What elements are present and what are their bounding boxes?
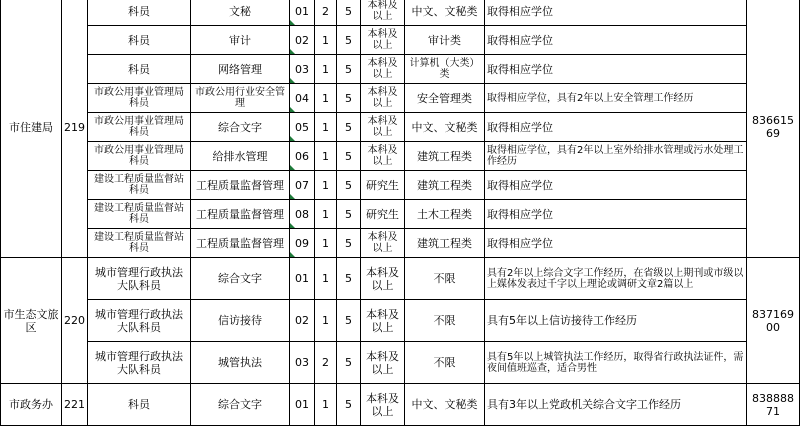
- department-code-cell: 221: [62, 384, 88, 426]
- ratio-cell: 5: [337, 258, 361, 300]
- requirement-cell: 具有2年以上综合文字工作经历，在省级以上期刊或市级以上媒体发表过千字以上理论或调研文章2篇以上: [485, 258, 747, 300]
- position-code-cell: 01: [290, 0, 315, 26]
- count-cell: 1: [315, 84, 337, 113]
- major-cell: 建筑工程类: [405, 142, 485, 171]
- ratio-cell: 5: [337, 300, 361, 342]
- phone-cell: 83888871: [747, 384, 800, 426]
- unit-cell: 科员: [88, 55, 191, 84]
- requirement-cell: 具有5年以上城管执法工作经历，取得省行政执法证件，需夜间值班巡查，适合男性: [485, 342, 747, 384]
- table-row: [1, 0, 800, 26]
- department-cell: 市生态文旅区: [1, 258, 62, 384]
- requirement-cell: 取得相应学位，具有2年以上安全管理工作经历: [485, 84, 747, 113]
- count-cell: 1: [315, 258, 337, 300]
- position-cell: 文秘: [191, 0, 290, 26]
- requirement-cell: 取得相应学位: [485, 55, 747, 84]
- education-cell: 本科及以上: [361, 84, 405, 113]
- major-cell: 土木工程类: [405, 200, 485, 229]
- major-cell: 不限: [405, 258, 485, 300]
- table-row: [1, 300, 800, 342]
- position-cell: 审计: [191, 26, 290, 55]
- unit-cell: 市政公用事业管理局科员: [88, 142, 191, 171]
- requirement-cell: 具有5年以上信访接待工作经历: [485, 300, 747, 342]
- ratio-cell: 5: [337, 113, 361, 142]
- education-cell: 研究生: [361, 171, 405, 200]
- requirement-cell: 取得相应学位: [485, 113, 747, 142]
- count-cell: 2: [315, 342, 337, 384]
- requirement-cell: 取得相应学位: [485, 26, 747, 55]
- unit-cell: 建设工程质量监督站科员: [88, 171, 191, 200]
- requirement-cell: 取得相应学位: [485, 229, 747, 258]
- position-cell: 综合文字: [191, 384, 290, 426]
- count-cell: 1: [315, 171, 337, 200]
- table-row: [1, 342, 800, 384]
- table-row: [1, 384, 800, 426]
- position-code-cell: 03: [290, 55, 315, 84]
- education-cell: 本科及以上: [361, 258, 405, 300]
- requirement-cell: 取得相应学位，具有2年以上室外给排水管理或污水处理工作经历: [485, 142, 747, 171]
- position-code-cell: 05: [290, 113, 315, 142]
- position-cell: 综合文字: [191, 258, 290, 300]
- major-cell: 中文、文秘类: [405, 113, 485, 142]
- unit-cell: 科员: [88, 26, 191, 55]
- count-cell: 2: [315, 0, 337, 26]
- major-cell: 建筑工程类: [405, 229, 485, 258]
- ratio-cell: 5: [337, 171, 361, 200]
- ratio-cell: 5: [337, 142, 361, 171]
- ratio-cell: 5: [337, 384, 361, 426]
- education-cell: 本科及以上: [361, 342, 405, 384]
- education-cell: 本科及以上: [361, 229, 405, 258]
- count-cell: 1: [315, 229, 337, 258]
- ratio-cell: 5: [337, 26, 361, 55]
- position-code-cell: 01: [290, 384, 315, 426]
- table-row: [1, 113, 800, 142]
- major-cell: 审计类: [405, 26, 485, 55]
- table-row: [1, 229, 800, 258]
- table-row: [1, 26, 800, 55]
- unit-cell: 科员: [88, 0, 191, 26]
- count-cell: 1: [315, 26, 337, 55]
- count-cell: 1: [315, 200, 337, 229]
- major-cell: 建筑工程类: [405, 171, 485, 200]
- education-cell: 本科及以上: [361, 300, 405, 342]
- unit-cell: 科员: [88, 384, 191, 426]
- count-cell: 1: [315, 300, 337, 342]
- table-row: [1, 258, 800, 300]
- position-cell: 市政公用行业安全管理: [191, 84, 290, 113]
- ratio-cell: 5: [337, 84, 361, 113]
- position-code-cell: 08: [290, 200, 315, 229]
- unit-cell: 市政公用事业管理局科员: [88, 84, 191, 113]
- requirement-cell: 取得相应学位: [485, 171, 747, 200]
- table-row: [1, 171, 800, 200]
- unit-cell: 建设工程质量监督站科员: [88, 200, 191, 229]
- major-cell: 不限: [405, 342, 485, 384]
- position-code-cell: 07: [290, 171, 315, 200]
- table-row: [1, 142, 800, 171]
- position-code-cell: 09: [290, 229, 315, 258]
- major-cell: 中文、文秘类: [405, 0, 485, 26]
- department-cell: 市政务办: [1, 384, 62, 426]
- education-cell: 本科及以上: [361, 26, 405, 55]
- ratio-cell: 5: [337, 0, 361, 26]
- department-code-cell: 219: [62, 0, 88, 258]
- requirement-cell: 取得相应学位: [485, 200, 747, 229]
- position-code-cell: 04: [290, 84, 315, 113]
- count-cell: 1: [315, 113, 337, 142]
- position-cell: 城管执法: [191, 342, 290, 384]
- table-row: [1, 55, 800, 84]
- unit-cell: 城市管理行政执法大队科员: [88, 300, 191, 342]
- position-cell: 工程质量监督管理: [191, 200, 290, 229]
- unit-cell: 建设工程质量监督站科员: [88, 229, 191, 258]
- major-cell: 不限: [405, 300, 485, 342]
- education-cell: 本科及以上: [361, 142, 405, 171]
- requirement-cell: 具有3年以上党政机关综合文字工作经历: [485, 384, 747, 426]
- education-cell: 研究生: [361, 200, 405, 229]
- department-code-cell: 220: [62, 258, 88, 384]
- phone-cell: 83661569: [747, 0, 800, 258]
- position-code-cell: 02: [290, 300, 315, 342]
- position-code-cell: 06: [290, 142, 315, 171]
- major-cell: 计算机（大类）类: [405, 55, 485, 84]
- position-cell: 信访接待: [191, 300, 290, 342]
- unit-cell: 城市管理行政执法大队科员: [88, 342, 191, 384]
- position-cell: 工程质量监督管理: [191, 171, 290, 200]
- ratio-cell: 5: [337, 200, 361, 229]
- education-cell: 本科及以上: [361, 55, 405, 84]
- education-cell: 本科及以上: [361, 113, 405, 142]
- ratio-cell: 5: [337, 342, 361, 384]
- position-code-cell: 02: [290, 26, 315, 55]
- position-cell: 给排水管理: [191, 142, 290, 171]
- requirement-cell: 取得相应学位: [485, 0, 747, 26]
- position-cell: 工程质量监督管理: [191, 229, 290, 258]
- major-cell: 中文、文秘类: [405, 384, 485, 426]
- position-code-cell: 03: [290, 342, 315, 384]
- ratio-cell: 5: [337, 55, 361, 84]
- unit-cell: 市政公用事业管理局科员: [88, 113, 191, 142]
- table-row: [1, 84, 800, 113]
- position-cell: 综合文字: [191, 113, 290, 142]
- department-cell: 市住建局: [1, 0, 62, 258]
- ratio-cell: 5: [337, 229, 361, 258]
- count-cell: 1: [315, 142, 337, 171]
- count-cell: 1: [315, 55, 337, 84]
- position-cell: 网络管理: [191, 55, 290, 84]
- position-code-cell: 01: [290, 258, 315, 300]
- education-cell: 本科及以上: [361, 0, 405, 26]
- unit-cell: 城市管理行政执法大队科员: [88, 258, 191, 300]
- phone-cell: 83716900: [747, 258, 800, 384]
- major-cell: 安全管理类: [405, 84, 485, 113]
- count-cell: 1: [315, 384, 337, 426]
- education-cell: 本科及以上: [361, 384, 405, 426]
- table-row: [1, 200, 800, 229]
